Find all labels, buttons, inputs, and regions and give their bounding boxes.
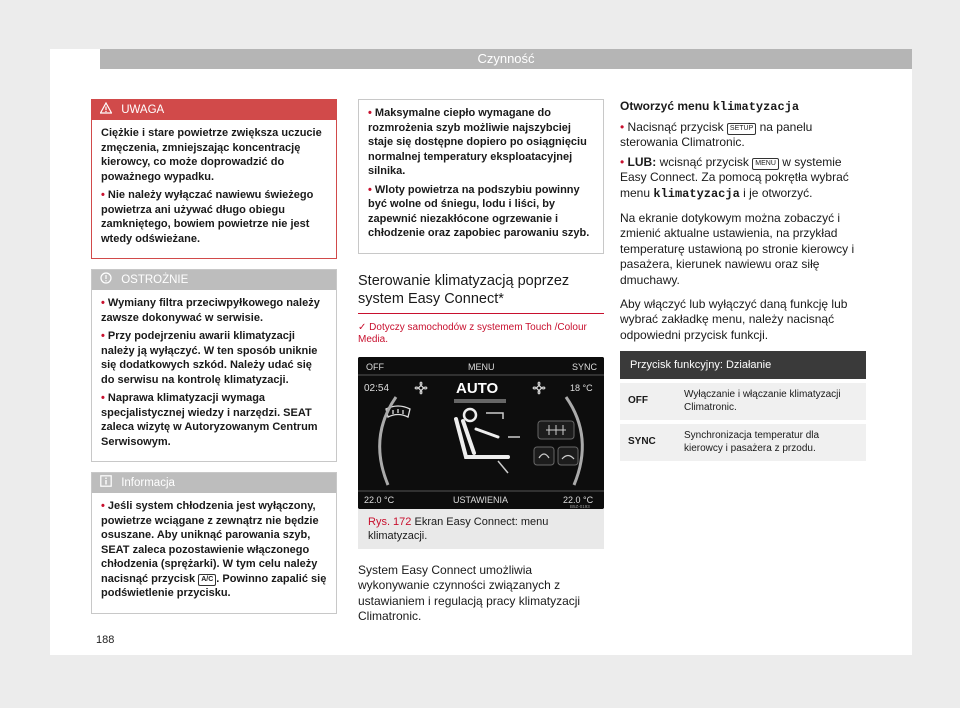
caution-bullet-text: Przy podejrzeniu awarii klimatyzacji należy ją wyłączyć. W ten sposób uniknie się dodatkowych szkód. Należy udać się do serwisu na kontrolę klimatyzacji. <box>101 330 318 386</box>
warning-box <box>91 99 337 259</box>
info-box <box>91 472 337 614</box>
menu-heading-mono: klimatyzacja <box>712 100 800 114</box>
warning-text: Ciężkie i stare powietrze zwiększa uczucie zmęczenia, zmniejszając koncentrację kierowcy, co może doprowadzić do poważnego wypadku. <box>101 127 322 183</box>
column-middle <box>358 99 604 633</box>
step-2-text: wcisnąć przycisk <box>659 154 749 169</box>
applicability-note: ✓ Dotyczy samochodów z systemem Touch /Colour Media. <box>358 321 587 345</box>
intro-text: System Easy Connect umożliwia wykonywanie czynności związanych z ustawianiem i regulacją pracy klimatyzacji Climatronic. <box>358 562 581 624</box>
figure-caption-text: Ekran Easy Connect: menu klimatyzacji. <box>368 515 549 542</box>
bullet-icon: • <box>101 500 108 512</box>
screen-settings-label: USTAWIENIA <box>453 494 509 505</box>
bullet-icon: • <box>101 392 108 404</box>
caution-bullet-1 <box>101 296 327 325</box>
easy-connect-screen <box>358 357 604 509</box>
continued-bullet-2 <box>368 183 594 241</box>
paragraph-function: Aby włączyć lub wyłączyć daną funkcję lub wybrać zakładkę menu, należy nacisnąć odpowiedni przycisk funkcji. <box>620 296 848 342</box>
screen-auto-label: AUTO <box>456 379 499 397</box>
instructions <box>620 99 866 343</box>
table-key: OFF <box>620 381 676 422</box>
caution-circle-icon <box>100 272 112 284</box>
step-2-text-end: i je otworzyć. <box>743 185 813 200</box>
menu-heading <box>620 99 866 116</box>
figure-code: B5Z-0193 <box>570 503 590 509</box>
bullet-icon: • <box>101 330 108 342</box>
menu-button-icon: MENU <box>752 158 779 170</box>
warning-body <box>92 120 336 258</box>
caution-bullet-text: Wymiany filtra przeciwpyłkowego należy zawsze dokonywać w serwisie. <box>101 297 320 324</box>
warning-header <box>92 100 336 120</box>
continued-body <box>359 100 603 253</box>
info-icon <box>100 475 112 487</box>
figure-caption <box>358 509 604 549</box>
fan-speed-bar <box>454 399 506 403</box>
screen-svg <box>358 357 604 509</box>
info-body <box>92 493 336 613</box>
figure-number: Rys. 172 <box>368 515 412 528</box>
bullet-icon: • <box>368 107 375 119</box>
continued-bullet-1 <box>368 106 594 179</box>
column-left <box>91 99 337 624</box>
section-title: Sterowanie klimatyzacją poprzez system Easy Connect* <box>358 272 604 314</box>
warning-bullet <box>101 188 327 246</box>
table-key: SYNC <box>620 422 676 461</box>
caution-box <box>91 269 337 462</box>
step-2 <box>620 155 866 203</box>
continued-bullet-text: Wloty powietrza na podszybiu powinny być wolne od śniegu, lodu i liści, by zapewnić niezakłócone ogrzewanie i chłodzenie oraz zapobiec parowaniu szyb. <box>368 183 590 239</box>
step-2-label: LUB: <box>627 154 657 169</box>
bullet-icon: • <box>620 119 628 134</box>
paragraph-touchscreen: Na ekranie dotykowym można zobaczyć i zmienić aktualne ustawienia, na przykład temperaturę ustawioną po stronie kierowcy i pasażera, kierunek nawiewu oraz siłę dmuchawy. <box>620 210 855 287</box>
screen-time: 02:54 <box>364 382 390 394</box>
caution-body <box>92 290 336 461</box>
column-right <box>620 99 866 461</box>
info-title: Informacja <box>121 477 175 489</box>
step-1 <box>620 120 866 151</box>
page-header: Czynność <box>100 49 912 69</box>
bullet-icon: • <box>620 154 628 169</box>
caution-bullet-3 <box>101 391 327 449</box>
function-table <box>620 351 866 461</box>
warning-bullet-text: Nie należy wyłączać nawiewu świeżego powietrza ani używać długo obiegu zamkniętego, bowiem powietrze nie jest wtedy odświeżane. <box>101 189 314 245</box>
info-header <box>92 473 336 493</box>
step-1-text-end: na panelu sterowania Climatronic. <box>620 119 813 150</box>
ac-button-icon: A/C <box>198 574 216 586</box>
caution-bullet-2 <box>101 329 327 387</box>
screen-temp-left: 22.0 °C <box>364 494 395 505</box>
screen-menu-label: MENU <box>468 361 495 372</box>
note-text: Dotyczy samochodów z systemem Touch /Colour Media. <box>358 321 587 345</box>
table-desc: Wyłączanie i włączanie klimatyzacji Climatronic. <box>676 381 866 422</box>
manual-page <box>50 49 912 655</box>
info-bullet-end: . Powinno zapalić się podświetlenie przycisku. <box>101 572 327 599</box>
caution-bullet-text: Naprawa klimatyzacji wymaga specjalistycznej wiedzy i narzędzi. SEAT zaleca wizytę w Autoryzowanym Centrum Serwisowym. <box>101 392 318 448</box>
setup-button-icon: SETUP <box>727 123 756 135</box>
table-desc: Synchronizacja temperatur dla kierowcy i pasażera z przodu. <box>676 422 866 461</box>
step-2-mono: klimatyzacja <box>653 186 740 201</box>
menu-heading-text: Otworzyć menu <box>620 99 713 113</box>
table-header: Przycisk funkcyjny: Działanie <box>620 351 866 381</box>
warning-triangle-icon <box>100 102 112 114</box>
continued-bullet-text: Maksymalne ciepło wymagane do rozmrożenia szyb możliwie najszybciej staje się dostępne dopiero po osiągnięciu normalnej temperatury eksploatacyjnej silnika. <box>368 107 587 177</box>
caution-header <box>92 270 336 290</box>
page-number: 188 <box>96 634 115 646</box>
info-bullet-text: Jeśli system chłodzenia jest wyłączony, powietrze wciągane z zewnątrz nie będzie osuszane. Aby uniknąć parowania szyb, SEAT zaleca pozostawienie włączonego chłodzenia (sprężarki). W tym celu należy nacisnąć przycisk <box>101 500 319 585</box>
screen-off-label: OFF <box>366 361 384 372</box>
screen-sync-label: SYNC <box>572 361 598 372</box>
step-2-text-mid: w systemie Easy Connect. Za pomocą pokrętła wybrać menu <box>620 154 849 200</box>
step-1-text: Nacisnąć przycisk <box>627 119 724 134</box>
info-bullet <box>101 499 327 601</box>
screen-outside-temp: 18 °C <box>570 382 593 393</box>
continued-box <box>358 99 604 254</box>
bullet-icon: • <box>101 297 108 309</box>
recirculation-button[interactable] <box>534 447 554 465</box>
rear-window-heater-icon <box>546 425 566 435</box>
screen-temp-right: 22.0 °C <box>563 494 594 505</box>
intro-paragraph <box>358 563 604 625</box>
table-row <box>620 422 866 461</box>
table-row <box>620 381 866 422</box>
caution-title: OSTROŻNIE <box>121 274 189 286</box>
warning-title: UWAGA <box>121 104 165 116</box>
bullet-icon: • <box>368 183 375 196</box>
bullet-icon: • <box>101 189 108 201</box>
